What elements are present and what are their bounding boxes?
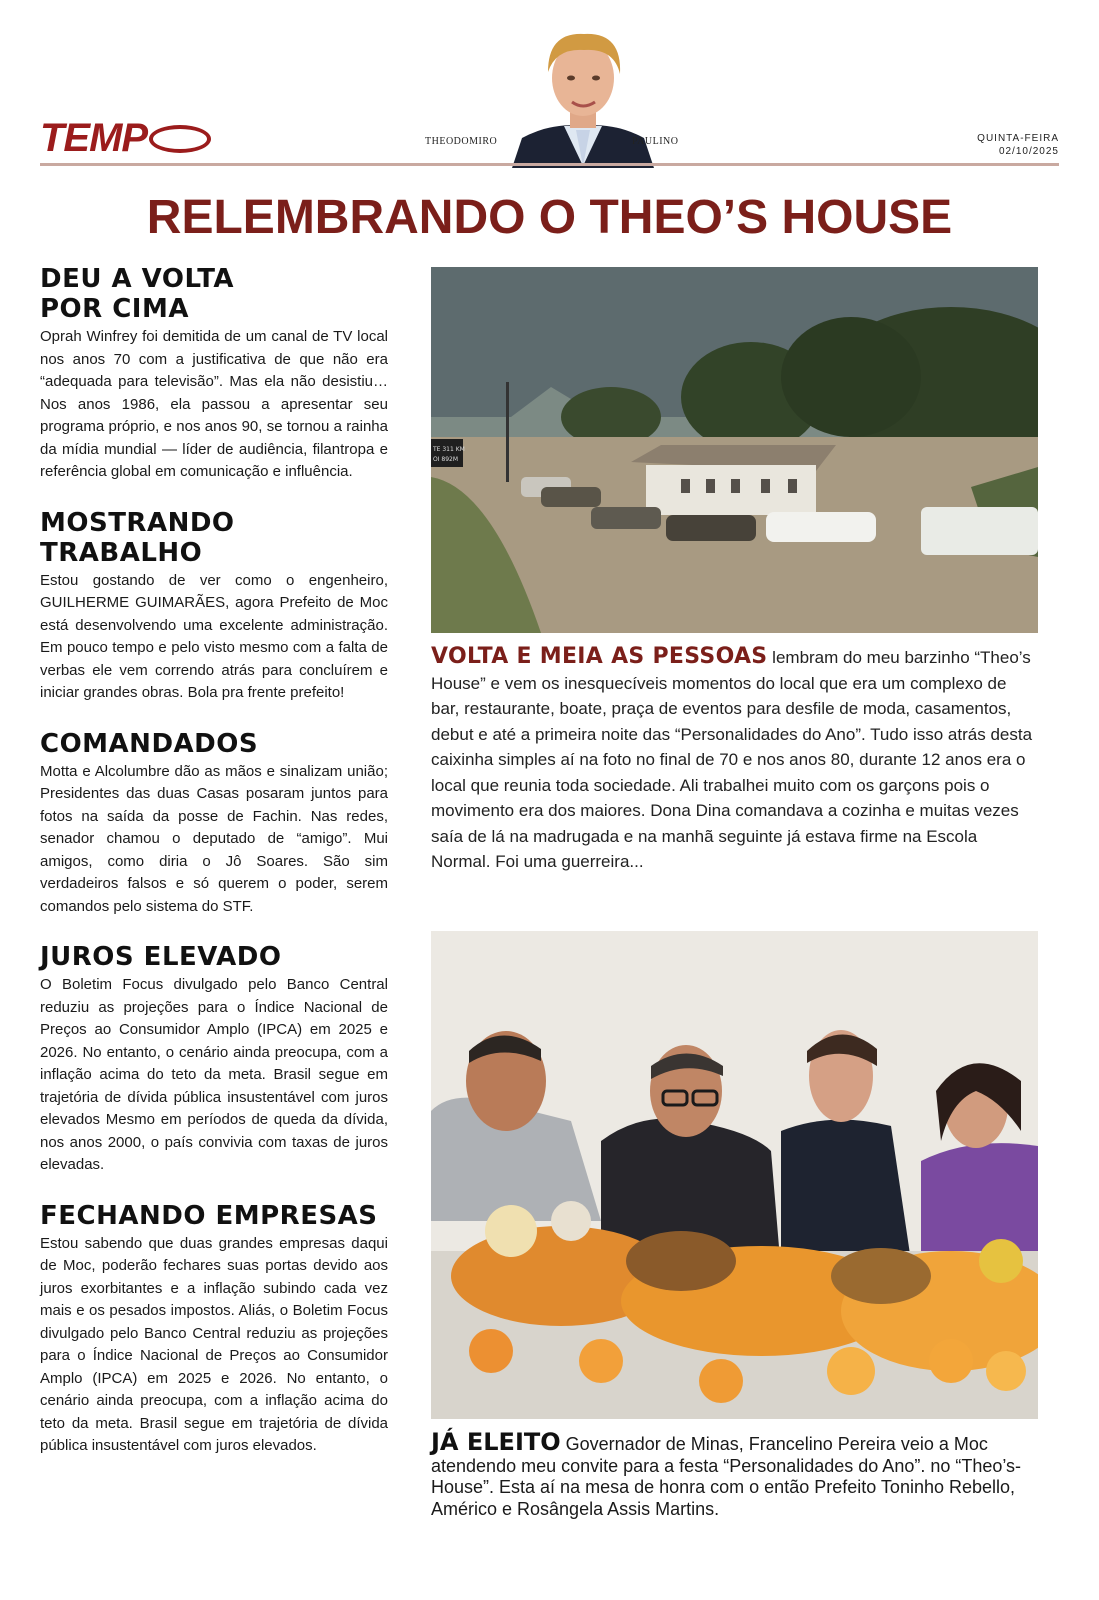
photo2-caption [431,1428,1039,1520]
news-item-title: JUROS ELEVADO [40,942,282,972]
page-headline: RELEMBRANDO O THEO’S HOUSE [146,191,953,244]
news-item [40,508,388,705]
date: 02/10/2025 [998,146,1059,157]
news-item-body: Motta e Alcolumbre dão as mãos e sinalizam união; Presidentes das duas Casas posaram juntos para fotos na saída da posse de Fachin. Nas redes, senador chamou o deputado de “amigo”. Mui amigos, como diria o Jô Soares. São sim verdadeiros falsos e só querem o poder, serem comandos pelo sistema do STF. [40,762,388,915]
news-item-title: MOSTRANDO TRABALHO [40,507,235,568]
news-item [40,729,388,919]
tempo-logo[interactable]: TEMP [40,118,211,158]
masthead-divider [40,163,1059,166]
columnist-last-name: PAULINO [632,136,679,147]
news-item-title: COMANDADOS [40,728,259,759]
road-sign-line-1: TE 311 KM [433,446,465,453]
news-item-title: DEU A VOLTA POR CIMA [40,264,235,324]
news-item-body: Estou gostando de ver como o engenheiro, GUILHERME GUIMARÃES, agora Prefeito de Moc está desenvolvendo uma excelente administração. Em pouco tempo e pelo visto mesmo com a falta de verbas ele vem correndo atrás para concluírem e iniciar grandes obras. Bola pra frente prefeito! [40,571,388,701]
caption-lead: VOLTA E MEIA AS PESSOAS [431,644,768,669]
caption-text: Governador de Minas, Francelino Pereira veio a Moc atendendo meu convite para a festa “Personalidades do Ano”. no “Theo’s- House”. Esta aí na mesa de honra com o então Prefeito Toninho Rebello, Américo e Rosângela Assis Martins. [431,1434,1022,1519]
caption-text: lembram do meu barzinho “Theo’s House” e vem os inesquecíveis momentos do local que era um complexo de bar, restaurante, boate, praça de eventos para desfile de moda, casamentos, debut e até a primeira noite das “Personalidades do Ano”. Tudo isso atrás desta caixinha simples aí na foto no final de 70 e nos anos 80, durante 12 anos era o local que reunia toda sociedade. Ali trabalhei muito com os garçons pois o movimento era dos maiores. Dona Dina comandava a cozinha e muitas vezes saía de lá na madrugada e na manhã seguinte já estava firme na Escola Normal. Foi uma guerreira... [431,648,1033,871]
road-sign-line-2: OI 892M [433,456,459,463]
masthead [40,0,1059,170]
news-item [40,942,388,1177]
news-item [40,1201,388,1458]
logo-o-ring [149,125,211,153]
head-table-photo [431,931,1038,1419]
columnist-first-name: THEODOMIRO [425,136,498,147]
news-item-body: Oprah Winfrey foi demitida de um canal de TV local nos anos 70 com a justificativa de que não era “adequada para televisão”. Mas ela não desistiu… Nos anos 1986, ela passou a apresentar seu programa próprio, e nos anos 90, se tornou a rainha da mídia mundial — líder de audiência, filantropa e referência global em comunicação e influência. [40,328,388,480]
news-item [40,264,388,484]
left-column [40,264,388,1482]
news-item-title: FECHANDO EMPRESAS [40,1200,378,1231]
caption-lead: JÁ ELEITO [431,1428,561,1456]
weekday: QUINTA-FEIRA [977,133,1059,144]
theos-house-photo [431,267,1038,633]
news-item-body: Estou sabendo que duas grandes empresas daqui de Moc, poderão fechares suas portas devido aos juros exorbitantes e a inflação subindo cada vez mais e os pesados impostos. Aliás, o Boletim Focus divulgado pelo Banco Central reduziu as projeções para o Índice Nacional de Preços ao Consumidor Amplo (IPCA) em 2025 e 2026. No entanto, o cenário ainda preocupa, com a inflação acima do teto da meta. Brasil segue em trajetória de dívida pública insustentável com juros elevados. [40,1234,388,1454]
date-block [977,132,1059,158]
photo1-caption [431,644,1039,875]
news-item-body: O Boletim Focus divulgado pelo Banco Central reduziu as projeções para o Índice Nacional de Preços ao Consumidor Amplo (IPCA) em 2025 e 2026. No entanto, o cenário ainda preocupa, com a inflação acima do teto da meta. Brasil segue em trajetória de dívida pública insustentável com juros elevados Mesmo em períodos de queda da dívida, nos anos 2000, o país convivia com taxas de juros elevadas. [40,976,388,1173]
